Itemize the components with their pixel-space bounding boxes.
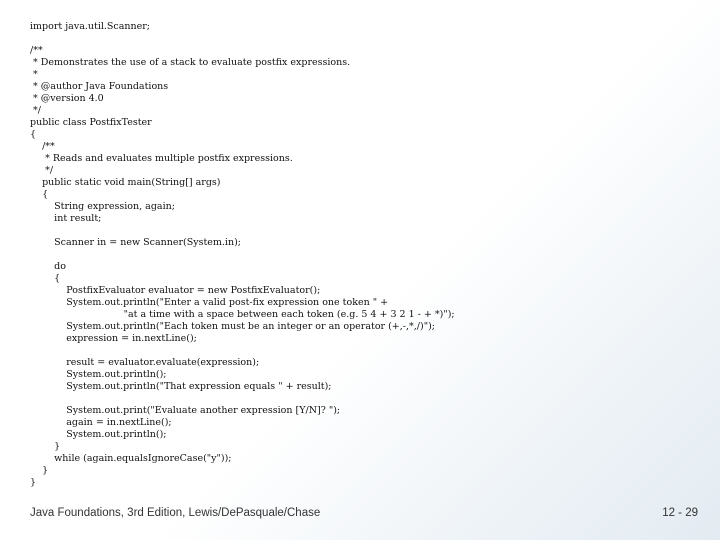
code-line: System.out.println("That expression equals " + result); — [30, 381, 332, 392]
code-line: } — [30, 441, 61, 452]
code-line: /** — [30, 141, 55, 152]
code-line: * Demonstrates the use of a stack to evaluate postfix expressions. — [30, 57, 351, 68]
code-line: expression = in.nextLine(); — [30, 333, 197, 344]
code-line: System.out.println("Each token must be an integer or an operator (+,-,*,/)"); — [30, 321, 435, 332]
footer-source: Java Foundations, 3rd Edition, Lewis/DePasquale/Chase — [30, 507, 321, 519]
code-line: int result; — [30, 213, 102, 224]
code-listing — [30, 21, 455, 489]
code-line: System.out.println(); — [30, 369, 167, 380]
code-line: } — [30, 477, 37, 488]
code-line: */ — [30, 165, 54, 176]
code-line: public static void main(String[] args) — [30, 177, 221, 188]
code-line: while (again.equalsIgnoreCase("y")); — [30, 453, 232, 464]
code-line: String expression, again; — [30, 201, 175, 212]
code-line: import java.util.Scanner; — [30, 21, 151, 32]
code-line: result = evaluator.evaluate(expression); — [30, 357, 260, 368]
code-line: System.out.println(); — [30, 429, 167, 440]
code-line: * @author Java Foundations — [30, 81, 169, 92]
code-line: again = in.nextLine(); — [30, 417, 172, 428]
code-line: { — [30, 129, 37, 140]
page-number: 12 - 29 — [662, 507, 698, 519]
code-line: "at a time with a space between each token (e.g. 5 4 + 3 2 1 - + *)"); — [30, 309, 455, 320]
code-line: } — [30, 465, 49, 476]
code-line: do — [30, 261, 66, 272]
code-line: * @version 4.0 — [30, 93, 104, 104]
code-line: Scanner in = new Scanner(System.in); — [30, 237, 241, 248]
code-line: { — [30, 189, 49, 200]
code-line: /** — [30, 45, 43, 56]
code-line: public class PostfixTester — [30, 117, 152, 128]
code-line: PostfixEvaluator evaluator = new PostfixEvaluator(); — [30, 285, 321, 296]
code-line: System.out.println("Enter a valid post-fix expression one token " + — [30, 297, 389, 308]
code-line: */ — [30, 105, 41, 116]
code-line: * — [30, 69, 38, 80]
code-line: * Reads and evaluates multiple postfix expressions. — [30, 153, 293, 164]
code-line: System.out.print("Evaluate another expression [Y/N]? "); — [30, 405, 341, 416]
code-line: { — [30, 273, 61, 284]
